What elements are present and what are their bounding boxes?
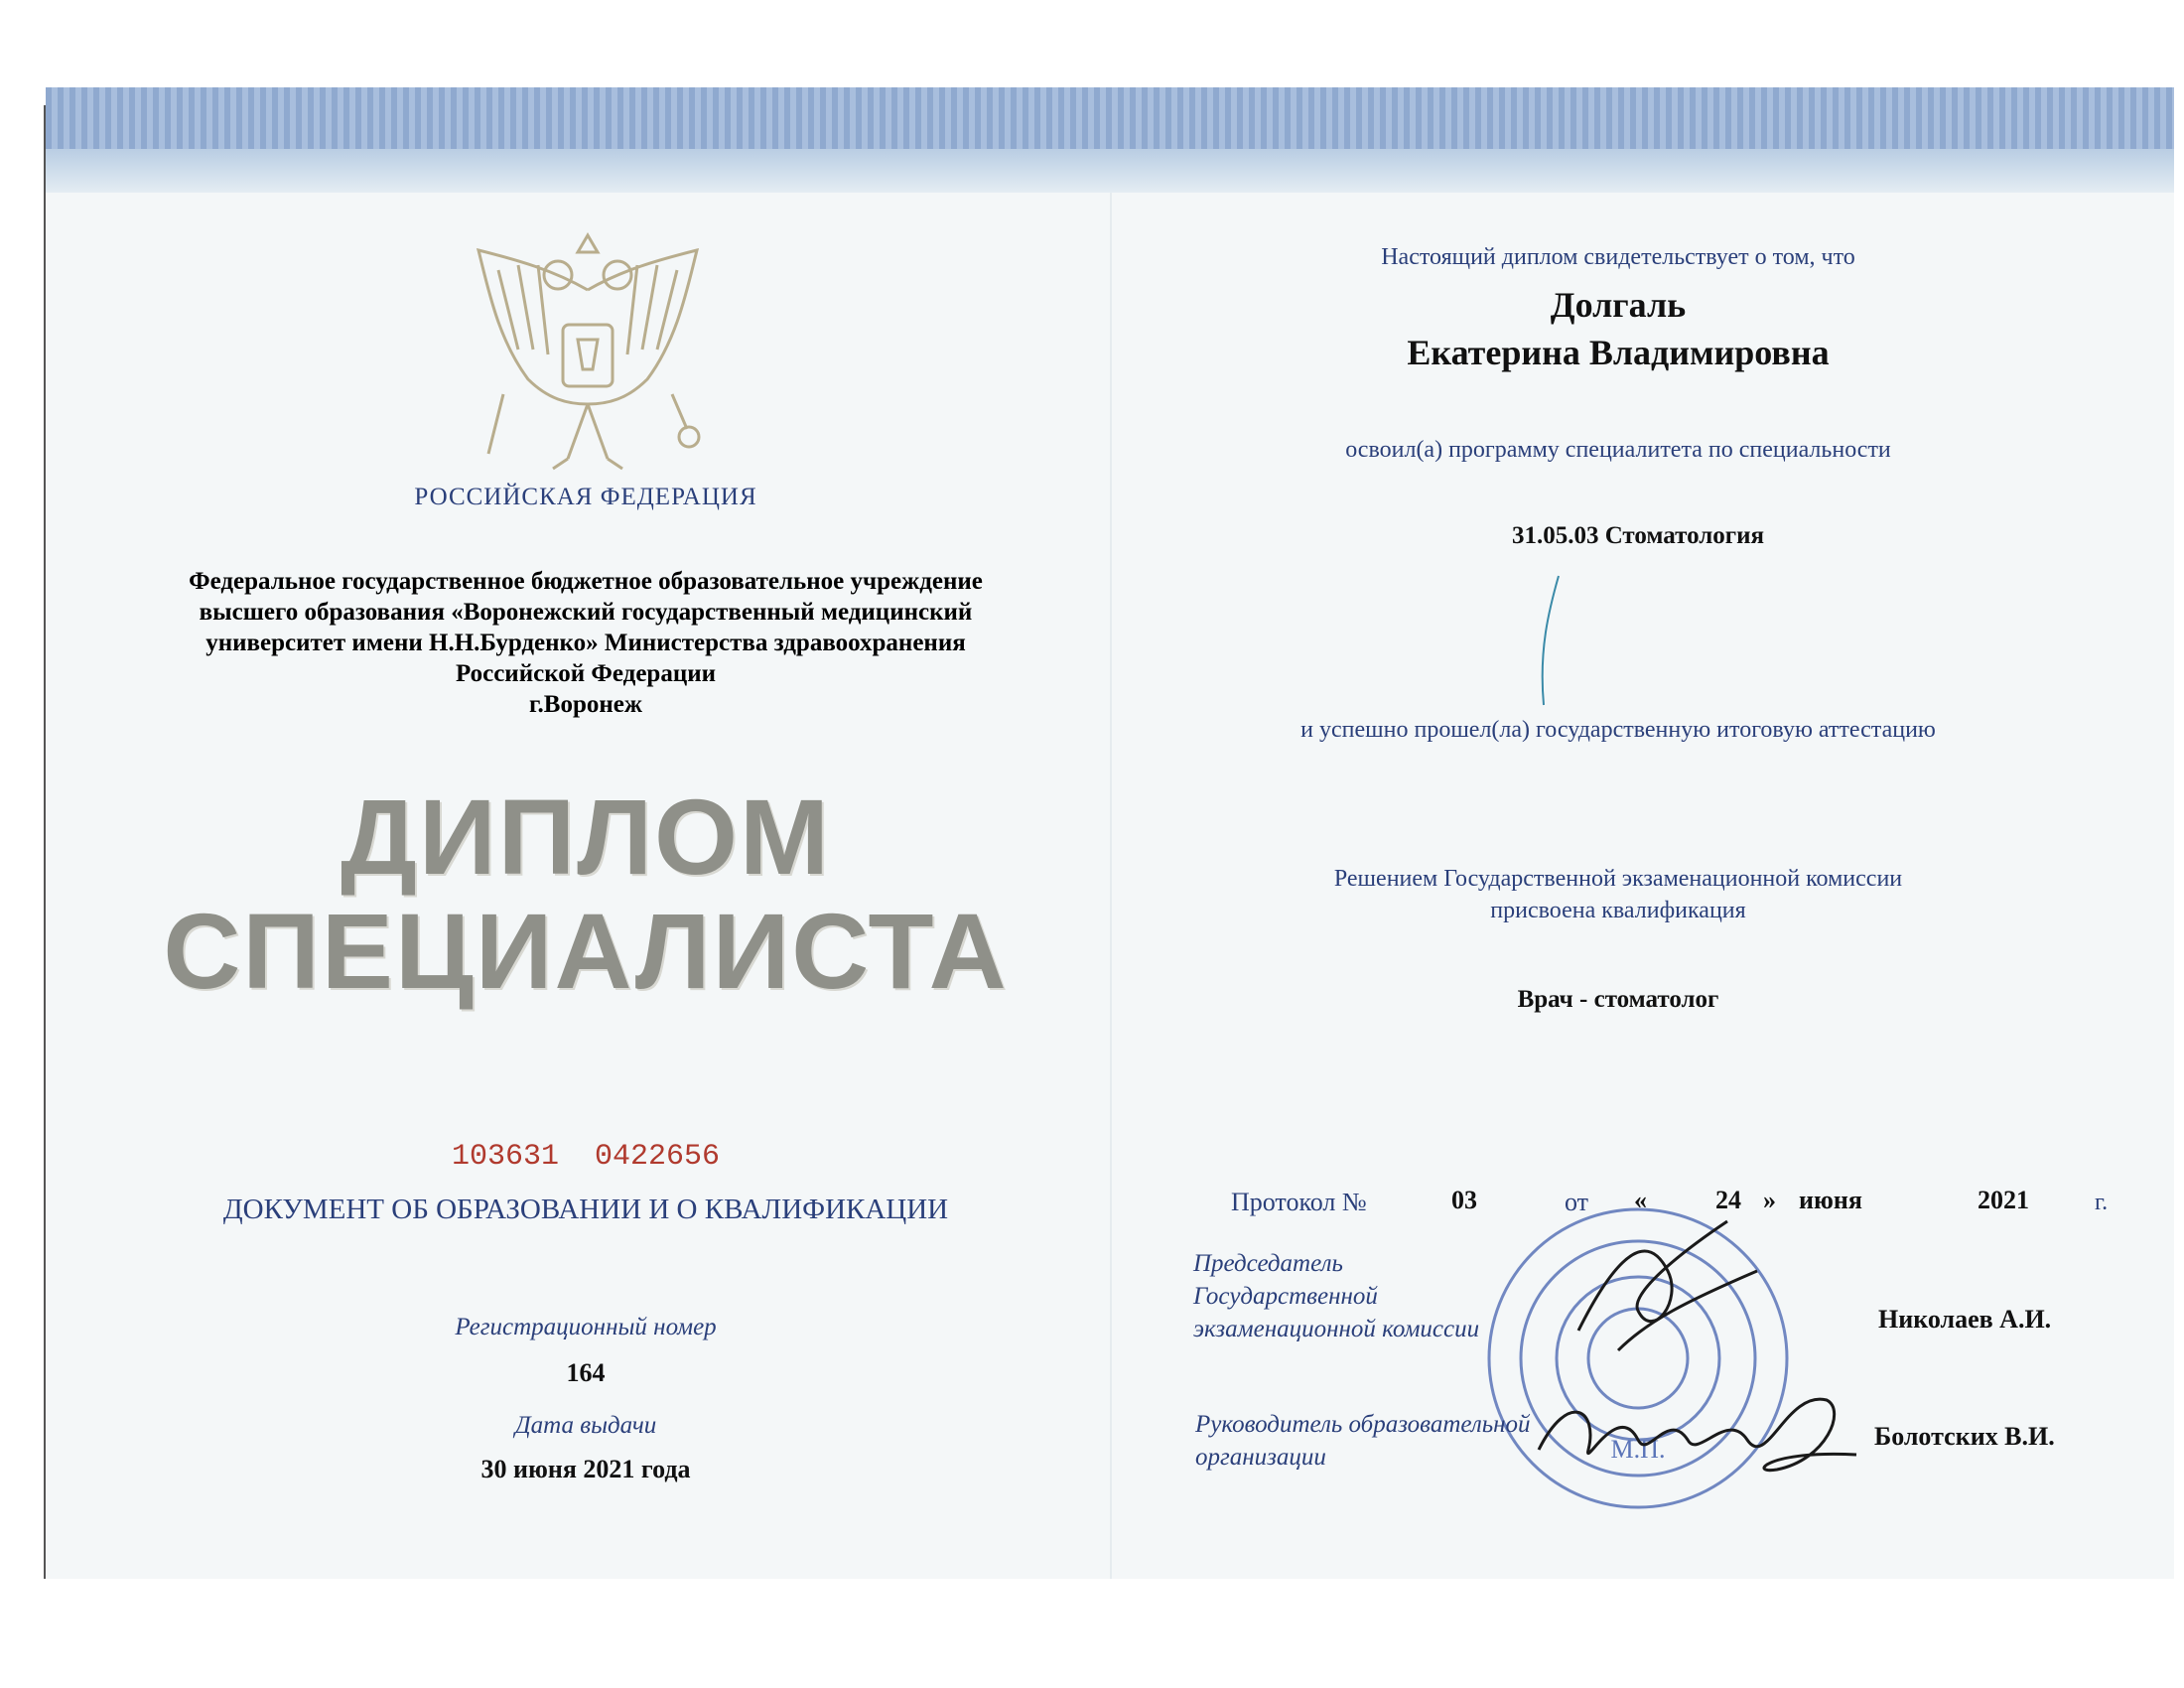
protocol-year: 2021 <box>1978 1186 2029 1214</box>
russian-coat-of-arms-icon <box>459 230 717 479</box>
decorative-ink-stroke <box>1529 571 1569 710</box>
registration-number: 164 <box>566 1358 606 1387</box>
institution-name <box>89 566 1082 720</box>
protocol-year-suffix: г. <box>2095 1190 2109 1215</box>
decision-text: Решением Государственной экзаменационной комиссии <box>1333 866 1903 892</box>
attestation-text: и успешно прошел(ла) государственную итоговую аттестацию <box>1300 717 1936 743</box>
head-label <box>1195 1408 1531 1474</box>
head-signature <box>1529 1370 1866 1489</box>
decorative-band <box>46 87 2174 149</box>
protocol-day: 24 <box>1715 1186 1741 1214</box>
graduate-given-names: Екатерина Владимировна <box>1407 333 1830 372</box>
protocol-number: 03 <box>1451 1186 1477 1214</box>
decision-text: присвоена квалификация <box>1490 898 1746 923</box>
issue-date: 30 июня 2021 года <box>480 1455 691 1483</box>
specialty: 31.05.03 Стоматология <box>1511 522 1765 549</box>
institution-line: высшего образования «Воронежский государственный медицинский <box>199 599 973 626</box>
protocol-month: июня <box>1799 1186 1862 1214</box>
institution-line: Российской Федерации <box>455 660 717 687</box>
issue-date-label: Дата выдачи <box>514 1412 657 1439</box>
protocol-from: от <box>1565 1188 1589 1216</box>
institution-line: Федеральное государственное бюджетное образовательное учреждение <box>189 568 983 595</box>
registration-label: Регистрационный номер <box>455 1314 717 1340</box>
head-name: Болотских В.И. <box>1874 1422 2055 1451</box>
chair-label-line: экзаменационной комиссии <box>1193 1316 1480 1342</box>
chair-name: Николаев А.И. <box>1878 1305 2052 1334</box>
institution-line: университет имени Н.Н.Бурденко» Министерства здравоохранения <box>205 630 966 656</box>
program-text: освоил(а) программу специалитета по специальности <box>1345 437 1891 463</box>
serial-number: 103631 0422656 <box>451 1140 721 1174</box>
protocol-quote-close: » <box>1763 1186 1776 1214</box>
stamp-center-text: М.П. <box>1610 1435 1666 1464</box>
diploma-title: ДИПЛОМ <box>341 776 831 897</box>
diploma-subtitle: СПЕЦИАЛИСТА <box>163 891 1009 1011</box>
head-label-line: организации <box>1195 1444 1326 1471</box>
chair-label <box>1193 1247 1479 1345</box>
institution-city: г.Воронеж <box>529 691 642 718</box>
head-label-line: Руководитель образовательной <box>1195 1411 1531 1438</box>
protocol-quote-open: « <box>1634 1186 1647 1214</box>
page-fold <box>1110 193 1112 1579</box>
chair-label-line: Государственной <box>1193 1283 1378 1310</box>
country-name: РОССИЙСКАЯ ФЕДЕРАЦИЯ <box>414 484 757 510</box>
chair-signature <box>1559 1211 1777 1370</box>
qualification: Врач - стоматолог <box>1517 986 1719 1013</box>
decorative-band-fade <box>46 149 2174 193</box>
graduate-surname: Долгаль <box>1550 285 1687 325</box>
protocol-label: Протокол № <box>1231 1188 1367 1216</box>
document-type: ДОКУМЕНТ ОБ ОБРАЗОВАНИИ И О КВАЛИФИКАЦИИ <box>222 1194 949 1225</box>
chair-label-line: Председатель <box>1193 1250 1343 1277</box>
scan-edge-line <box>44 105 46 1579</box>
intro-text: Настоящий диплом свидетельствует о том, что <box>1381 244 1855 270</box>
